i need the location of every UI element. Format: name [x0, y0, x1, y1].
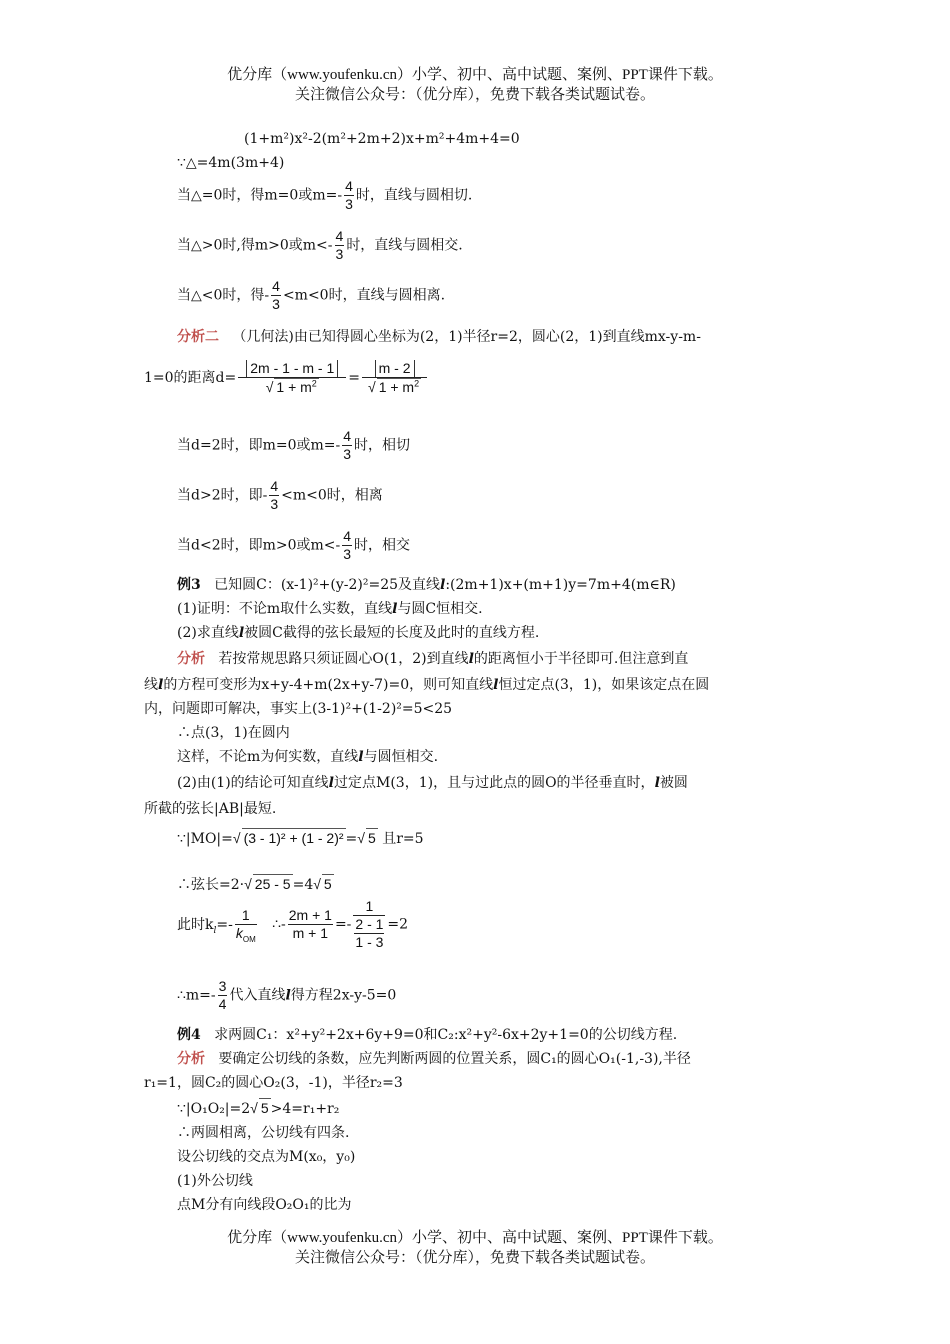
centers-distance	[177, 1098, 339, 1118]
text: 与圆C恒相交.	[397, 601, 483, 617]
text: ∴弦长=2·	[177, 877, 245, 893]
text: 当d=2时，即m=0或m=-	[177, 437, 341, 454]
text: =-	[216, 916, 233, 933]
text: =4	[292, 877, 314, 893]
fraction-4-3	[342, 428, 352, 463]
text: k	[235, 925, 243, 941]
analysis-4-line-1	[177, 1050, 691, 1068]
text: 时，直线与圆相切.	[355, 187, 473, 204]
analysis-two-line	[177, 328, 701, 346]
analysis-para-3: 内，问题即可解决，事实上(3-1)²+(1-2)²=5<25	[144, 701, 453, 717]
text: 恒过定点(3，1)，如果该定点在圆	[498, 677, 710, 693]
text: (1)证明：不论m取什么实数，直线	[177, 601, 393, 617]
text: 代入直线	[229, 987, 286, 1004]
denominator: 1 - 3	[355, 934, 384, 950]
text: 当△<0时，得-	[177, 287, 270, 304]
part-2-line-1	[177, 774, 688, 792]
text: 当△>0时,得m>0或m<-	[177, 237, 333, 254]
text: 被圆C截得的弦长最短的长度及此时的直线方程.	[244, 625, 540, 641]
line-l-symbol: l	[392, 601, 398, 617]
distance-fraction-1	[238, 360, 346, 396]
text: 已知圆C：(x-1)²+(y-2)²=25及直线	[214, 577, 441, 593]
text: ∵|MO|=	[177, 831, 233, 847]
text: 当△=0时，得m=0或m=-	[177, 187, 343, 204]
slope-line	[177, 898, 408, 970]
line-l-symbol: l	[358, 749, 364, 765]
question-1	[177, 600, 483, 618]
denominator: 3	[343, 446, 352, 462]
radicand: 5	[260, 1100, 269, 1116]
equals: =	[345, 831, 358, 847]
text: 1 + m	[276, 379, 312, 395]
text: (2)由(1)的结论可知直线	[177, 775, 329, 791]
analysis-para-1	[177, 650, 688, 668]
denominator: √ $1 + m^2$	[368, 378, 420, 395]
numerator: 4	[345, 178, 353, 194]
numerator	[238, 360, 346, 378]
case-separate	[177, 278, 445, 313]
point-inside-circle: ∴点(3，1)在圆内	[177, 725, 290, 741]
numerator	[362, 360, 427, 378]
line-l-symbol: l	[238, 625, 245, 641]
example-3-label: 例3	[177, 577, 201, 593]
m-value-line	[177, 978, 396, 1013]
text: 的距离恒小于半径即可.但注意到直	[473, 651, 689, 667]
text: 被圆	[659, 775, 688, 791]
text: 要确定公切线的条数，应先判断两圆的位置关系，圆C₁的圆心O₁(-1,-3),半径	[218, 1051, 691, 1067]
numerator: 4	[343, 428, 352, 444]
text: 时，相交	[354, 537, 411, 554]
numerator: 3	[218, 978, 227, 994]
radicand: (3 - 1)² + (1 - 2)²	[243, 830, 344, 846]
denominator: 3	[335, 246, 344, 262]
sqrt-5: √ 5	[313, 876, 332, 892]
d-case-tangent	[177, 428, 410, 463]
fraction-4-3	[344, 178, 354, 213]
analysis-two-label: 分析二	[177, 329, 219, 345]
text: 且r=5	[382, 831, 424, 847]
text: 线	[144, 677, 158, 693]
line-l-symbol: l	[158, 677, 164, 693]
ratio-line: 点M分有向线段O₂O₁的比为	[177, 1197, 352, 1213]
mo-distance	[177, 828, 424, 848]
denominator: 4	[218, 996, 227, 1012]
slope-fraction	[235, 907, 257, 942]
footer-line-1: 优分库（www.youfenku.cn）小学、初中、高中试题、案例、PPT课件下载。	[227, 1230, 723, 1246]
line-l-symbol: l	[328, 775, 334, 791]
text: （几何法)由已知得圆心坐标为(2，1)半径r=2，圆心(2，1)到直线mx-y-m-	[232, 329, 701, 345]
line-l-symbol: l	[468, 651, 474, 667]
text: 时，直线与圆相交.	[346, 237, 463, 254]
text: 1=0的距离d=	[144, 370, 237, 386]
text: 与圆恒相交.	[363, 749, 439, 765]
numerator: 2m + 1	[288, 907, 332, 923]
text: <m<0时，直线与圆相离.	[282, 287, 446, 304]
numerator: 4	[343, 528, 352, 544]
distance-fraction-2	[362, 360, 427, 396]
text: 过定点M(3，1)，且与过此点的圆O的半径垂直时，	[334, 775, 655, 791]
radicand: 25 - 5	[254, 876, 291, 892]
numerator: 4	[335, 228, 344, 244]
text: ∵|O₁O₂|=2	[177, 1101, 251, 1117]
text: 时，相切	[354, 437, 411, 454]
denominator: 3	[270, 496, 279, 512]
equals: =	[348, 370, 360, 386]
tangent-intersection: 设公切线的交点为M(x₀，y₀)	[177, 1149, 356, 1165]
external-tangent-heading: (1)外公切线	[177, 1173, 253, 1189]
part-2-line-2: 所截的弦长|AB|最短.	[144, 801, 277, 817]
denominator: √ $1 + m^2$	[265, 378, 317, 395]
d-case-intersect	[177, 528, 410, 563]
denominator	[235, 925, 257, 942]
circles-separate: ∴两圆相离，公切线有四条.	[177, 1125, 350, 1141]
radicand: $1 + m^2$	[276, 378, 317, 395]
fraction-4-3	[335, 228, 345, 263]
line-l-symbol: l	[285, 987, 291, 1004]
sqrt-expression: √ (3 - 1)² + (1 - 2)²	[232, 830, 344, 846]
denominator: 3	[272, 296, 280, 312]
header-line-1: 优分库（www.youfenku.cn）小学、初中、高中试题、案例、PPT课件下载。	[227, 67, 723, 83]
case-intersect	[177, 228, 463, 263]
example-4-title	[177, 1026, 677, 1044]
text: <m<0时，相离	[281, 487, 383, 504]
abs-value: m - 2	[375, 360, 415, 377]
numerator: 1	[353, 898, 385, 916]
subscript: OM	[242, 934, 256, 944]
text: 这样，不论m为何实数，直线	[177, 749, 359, 765]
text: ∴m=-	[177, 987, 216, 1004]
sqrt-25-5: √ 25 - 5	[244, 876, 291, 892]
fraction-4-3	[342, 528, 352, 563]
chord-length	[177, 874, 334, 894]
numerator: 4	[272, 278, 280, 294]
denominator: m + 1	[292, 925, 329, 941]
text: ∴-	[272, 916, 286, 933]
text: 1 + m	[378, 379, 415, 395]
quadratic-equation: (1+m²)x²-2(m²+2m+2)x+m²+4m+4=0	[244, 131, 520, 147]
sqrt-5: √ 5	[357, 830, 376, 846]
example-4-label: 例4	[177, 1027, 201, 1043]
slope-text: 此时$k_l=-$	[177, 916, 233, 936]
inner-fraction	[354, 916, 384, 951]
question-2	[177, 624, 539, 642]
text: 求两圆C₁：x²+y²+2x+6y+9=0和C₂:x²+y²-6x+2y+1=0的公切线方程.	[214, 1027, 678, 1043]
radicand: 5	[367, 830, 376, 846]
line-l-symbol: l	[493, 677, 499, 693]
line-l-symbol: l	[654, 775, 660, 791]
numerator: 2 - 1	[355, 916, 384, 932]
sqrt-5: √ 5	[250, 1100, 269, 1116]
radicand: $1 + m^2$	[378, 378, 420, 395]
radicand: 5	[323, 876, 332, 892]
text: 当d<2时，即m>0或m<-	[177, 537, 341, 554]
text: (2)求直线	[177, 625, 239, 641]
text: 的方程可变形为x+y-4+m(2x+y-7)=0，则可知直线	[163, 677, 494, 693]
discriminant-line: ∵△=4m(3m+4)	[177, 155, 285, 171]
analysis-4-line-2: r₁=1，圆C₂的圆心O₂(3，-1)，半径r₂=3	[144, 1075, 403, 1091]
complex-fraction	[353, 898, 385, 951]
denominator: 3	[345, 196, 353, 212]
text: =2	[387, 916, 409, 933]
text: 当d>2时，即-	[177, 487, 268, 504]
d-case-separate	[177, 478, 383, 513]
text: >4=r₁+r₂	[270, 1101, 340, 1117]
fraction-4-3	[269, 478, 279, 513]
denominator: 3	[343, 546, 352, 562]
text: 此时k	[177, 916, 214, 933]
conclusion-line	[177, 748, 438, 766]
denominator	[353, 916, 385, 951]
m-fraction	[288, 907, 333, 942]
text: 得方程2x-y-5=0	[290, 987, 397, 1004]
line-l-symbol: l	[440, 577, 446, 593]
fraction-4-3	[271, 278, 281, 313]
abs-value: 2m - 1 - m - 1	[246, 360, 338, 377]
footer-line-2: 关注微信公众号：（优分库），免费下载各类试题试卷。	[294, 1250, 655, 1266]
text: 若按常规思路只须证圆心O(1，2)到直线	[218, 651, 469, 667]
analysis-label: 分析	[177, 651, 205, 667]
numerator: 1	[235, 907, 257, 925]
distance-formula	[144, 360, 429, 396]
header-line-2: 关注微信公众号：（优分库），免费下载各类试题试卷。	[294, 87, 655, 103]
analysis-para-2	[144, 676, 709, 694]
fraction-3-4	[218, 978, 228, 1013]
text: =-	[334, 916, 352, 933]
analysis-label: 分析	[177, 1051, 205, 1067]
case-tangent	[177, 178, 472, 213]
example-3-title	[177, 576, 676, 594]
text: :(2m+1)x+(m+1)y=7m+4(m∈R)	[445, 577, 676, 593]
numerator: 4	[270, 478, 279, 494]
